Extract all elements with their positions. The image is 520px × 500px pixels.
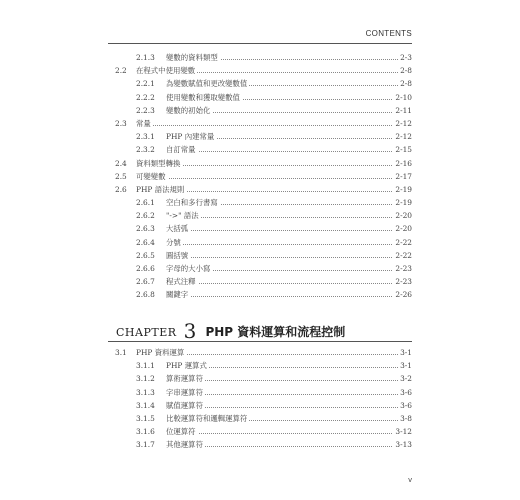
toc-entry-title: 使用變數和獲取變數值 xyxy=(166,91,242,104)
toc-entry xyxy=(0,209,520,222)
toc-entry-page: 2-15 xyxy=(393,143,412,156)
page-number: v xyxy=(408,475,412,484)
toc-entry-title: 大括弧 xyxy=(166,222,190,235)
toc-entry-title: 常量 xyxy=(136,117,153,130)
toc-entry-page: 2-20 xyxy=(393,209,412,222)
toc-entry-page: 2-3 xyxy=(398,51,412,64)
toc-entry-number: 3.1.1 xyxy=(136,361,155,371)
toc-entry xyxy=(0,236,520,249)
toc-entry xyxy=(0,425,520,438)
toc-entry-number: 2.6.5 xyxy=(136,250,155,260)
toc-entry xyxy=(0,386,520,399)
toc-entry-leader xyxy=(166,217,412,218)
toc-entry-page: 2-19 xyxy=(393,183,412,196)
toc-entry xyxy=(0,51,520,64)
toc-entry-number: 3.1.7 xyxy=(136,440,155,450)
toc-entry-page: 2-19 xyxy=(393,196,412,209)
toc-entry-title: 可變變數 xyxy=(136,170,168,183)
toc-entry-page: 2-22 xyxy=(393,249,412,262)
toc-entry-leader xyxy=(166,283,412,284)
toc-entry xyxy=(0,412,520,425)
toc-entry-page: 3-2 xyxy=(398,372,412,385)
chapter-rule xyxy=(108,341,412,342)
toc-entry-leader xyxy=(166,230,412,231)
toc-entry-leader xyxy=(136,125,412,126)
toc-entry-number: 2.6.6 xyxy=(136,264,155,273)
toc-entry-number: 2.6.8 xyxy=(136,290,155,300)
toc-entry xyxy=(0,372,520,385)
toc-entry-title: 變數的資料類型 xyxy=(166,51,220,64)
chapter-heading xyxy=(116,317,345,341)
toc-entry-number: 2.6.4 xyxy=(136,237,155,247)
toc-entry-number: 2.4 xyxy=(115,158,127,168)
toc-entry-title: 分號 xyxy=(166,236,183,249)
chapter-title: PHP 資料運算和流程控制 xyxy=(205,325,346,339)
toc-entry-title: 關鍵字 xyxy=(166,288,190,301)
toc-entry xyxy=(0,143,520,156)
toc-entry-page: 2-10 xyxy=(393,91,412,104)
toc-entry-page: 2-12 xyxy=(393,117,412,130)
toc-entry xyxy=(0,346,520,359)
toc-entry xyxy=(0,249,520,262)
toc-entry-number: 2.2.2 xyxy=(136,92,155,102)
toc-entry-title: 在程式中使用變數 xyxy=(136,64,197,77)
toc-entry xyxy=(0,183,520,196)
toc-entry-number: 2.3.1 xyxy=(136,132,155,142)
toc-entry-number: 2.2.1 xyxy=(136,79,155,89)
toc-entry-title: PHP 內建常量 xyxy=(166,130,216,143)
toc-entry-page: 3-8 xyxy=(398,412,412,425)
toc-entry xyxy=(0,77,520,90)
toc-entry-title: 變數的初始化 xyxy=(166,104,212,117)
toc-entry-title: 空白和多行書寫 xyxy=(166,196,220,209)
toc-entry-page: 2-8 xyxy=(398,64,412,77)
toc-entry-title: PHP 語法規則 xyxy=(136,183,186,196)
toc-section-chapter-2 xyxy=(0,51,520,302)
toc-entry xyxy=(0,359,520,372)
toc-entry-page: 2-23 xyxy=(393,262,412,275)
toc-entry-number: 2.2.3 xyxy=(136,105,155,115)
toc-entry-title: "->" 語法 xyxy=(166,209,201,222)
toc-entry-number: 2.5 xyxy=(115,171,127,181)
toc-entry-title: PHP 運算式 xyxy=(166,359,209,372)
toc-entry-leader xyxy=(166,257,412,258)
running-header: CONTENTS xyxy=(365,29,412,38)
toc-entry-number: 3.1.3 xyxy=(136,387,155,397)
toc-entry-page: 2-17 xyxy=(393,170,412,183)
toc-entry-page: 3-6 xyxy=(398,386,412,399)
toc-entry-page: 3-6 xyxy=(398,399,412,412)
toc-entry-number: 2.6.1 xyxy=(136,198,155,208)
toc-entry-page: 2-22 xyxy=(393,236,412,249)
toc-entry-leader xyxy=(166,244,412,245)
toc-entry-title: 位運算符 xyxy=(166,425,198,438)
toc-entry-title: 自訂常量 xyxy=(166,143,198,156)
toc-section-chapter-3 xyxy=(0,346,520,452)
toc-entry xyxy=(0,104,520,117)
toc-entry xyxy=(0,399,520,412)
toc-entry xyxy=(0,438,520,451)
toc-entry-number: 3.1 xyxy=(115,348,127,357)
toc-entry-title: 字串運算符 xyxy=(166,386,205,399)
toc-entry xyxy=(0,91,520,104)
toc-entry-page: 3-12 xyxy=(393,425,412,438)
toc-entry xyxy=(0,157,520,170)
toc-entry-page: 3-1 xyxy=(398,359,412,372)
toc-entry-number: 2.6.3 xyxy=(136,224,155,234)
toc-entry-title: 算術運算符 xyxy=(166,372,205,385)
toc-entry-leader xyxy=(166,433,412,434)
toc-entry-title: 圓括號 xyxy=(166,249,190,262)
toc-entry-number: 3.1.4 xyxy=(136,400,155,410)
toc-entry xyxy=(0,170,520,183)
chapter-label: CHAPTER xyxy=(116,326,177,339)
toc-entry xyxy=(0,275,520,288)
toc-entry-page: 2-20 xyxy=(393,222,412,235)
toc-entry-title: 比較運算符和邏輯運算符 xyxy=(166,412,249,425)
toc-entry-page: 2-11 xyxy=(393,104,412,117)
toc-entry-page: 3-1 xyxy=(398,346,412,359)
toc-entry-page: 3-13 xyxy=(393,438,412,451)
toc-entry-page: 2-23 xyxy=(393,275,412,288)
toc-entry-number: 2.3 xyxy=(115,118,127,128)
toc-entry-leader xyxy=(136,178,412,179)
chapter-number: 3 xyxy=(183,319,197,343)
toc-entry xyxy=(0,117,520,130)
toc-entry xyxy=(0,130,520,143)
header-rule xyxy=(108,43,412,44)
toc-entry-title: 賦值運算符 xyxy=(166,399,205,412)
toc-entry-page: 2-12 xyxy=(393,130,412,143)
toc-entry-number: 2.6 xyxy=(115,184,127,194)
toc-entry-leader xyxy=(166,151,412,152)
toc-entry-page: 2-26 xyxy=(393,288,412,301)
toc-entry-number: 2.6.2 xyxy=(136,211,155,221)
toc-entry-page: 2-8 xyxy=(398,77,412,90)
toc-entry-title: 字母的大小寫 xyxy=(166,262,212,275)
toc-entry-page: 2-16 xyxy=(393,157,412,170)
toc-entry-title: 其他運算符 xyxy=(166,438,205,451)
toc-entry-title: 資料類型轉換 xyxy=(136,157,182,170)
toc-entry xyxy=(0,288,520,301)
toc-entry-number: 2.6.7 xyxy=(136,277,155,287)
toc-entry xyxy=(0,262,520,275)
toc-entry-number: 2.1.3 xyxy=(136,53,155,62)
toc-entry xyxy=(0,196,520,209)
toc-entry-number: 3.1.6 xyxy=(136,427,155,437)
toc-entry xyxy=(0,64,520,77)
toc-entry-title: PHP 資料運算 xyxy=(136,346,186,359)
toc-entry xyxy=(0,222,520,235)
toc-entry-number: 2.3.2 xyxy=(136,145,155,155)
toc-entry-title: 為變數賦值和更改變數值 xyxy=(166,77,249,90)
toc-entry-leader xyxy=(166,296,412,297)
toc-entry-number: 2.2 xyxy=(115,66,127,76)
toc-entry-number: 3.1.2 xyxy=(136,374,155,384)
toc-entry-title: 程式注釋 xyxy=(166,275,198,288)
toc-entry-number: 3.1.5 xyxy=(136,413,155,423)
